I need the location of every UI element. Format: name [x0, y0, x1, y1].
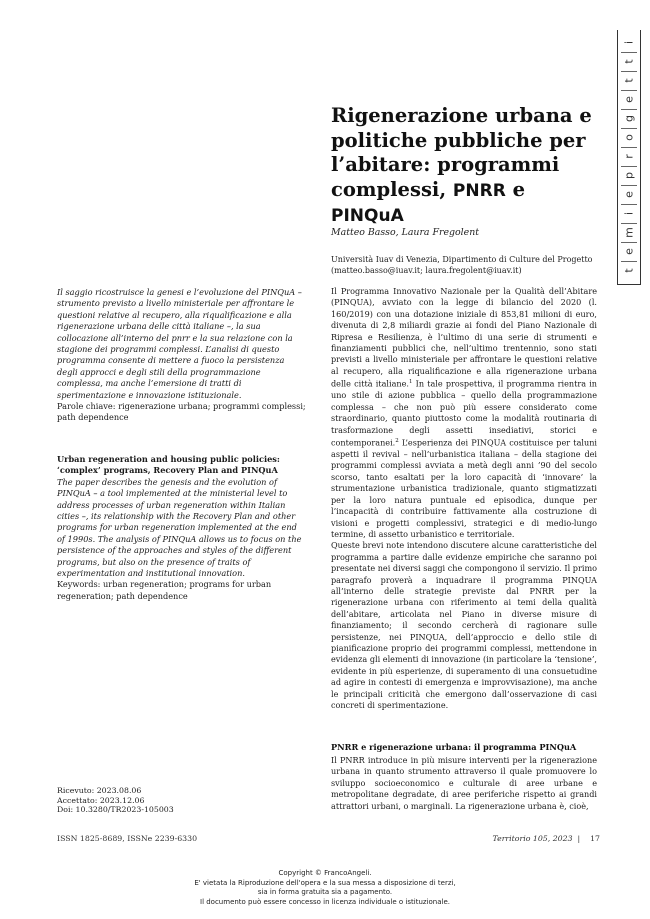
accepted-date: Accettato: 2023.12.06 [57, 795, 145, 805]
side-tab-letter: t [622, 59, 636, 64]
side-tab-right-border [640, 30, 641, 285]
copyright-line: E' vietata la Riproduzione dell'opera e la sua messa a disposizione di terzi, [194, 878, 456, 887]
side-tab-letter: t [622, 268, 636, 273]
issn-footer: ISSN 1825-8689, ISSNe 2239-6330 [57, 834, 198, 843]
copyright-line: Copyright © FrancoAngeli. [278, 869, 372, 877]
side-tab-divider [621, 166, 637, 167]
title-main: Rigenerazione urbana e politiche pubbliche per l’abitare: programmi complessi, [331, 104, 592, 201]
keywords-english: Keywords: urban regeneration; programs for urban regeneration; path dependence [57, 579, 272, 601]
side-tab-letter: i [622, 211, 636, 216]
article-body [331, 286, 597, 711]
side-tab-divider [621, 71, 637, 72]
side-tab-letter: g [622, 115, 636, 122]
body-text-3: L’esperienza dei PINQUA costituisce per taluni aspetti il revival – nell’urbanistica italiana – della stagione dei programmi complessi avviata a metà degli anni ’90 del secolo scorso, tanto esaltati per la loro capacità di ‘innovare’ la strumentazione urbanistica tradizionale, quanto stigmatizzati per la loro natura puntuale ed episodica, dunque per l’incapacità di contribuire fattivamente alla costruzione di visioni e progetti complessivi, strategici e di medio-lungo termine, di assetto urbanistico e territoriale. [331, 437, 597, 539]
footer-separator: | [577, 834, 581, 843]
copyright-line: sia in forma gratuita sia a pagamento. [257, 888, 393, 896]
article-authors: Matteo Basso, Laura Fregolent [331, 227, 480, 238]
side-tab-letter: p [622, 172, 636, 179]
side-tab-divider [621, 242, 637, 243]
side-tab-divider [621, 109, 637, 110]
article-title [331, 104, 601, 229]
title-and: e [505, 177, 525, 201]
abstract-italian-text: Il saggio ricostruisce la genesi e l’evoluzione del PINQuA – strumento previsto a livello ministeriale per affrontare le questioni relative al recupero, alla riqualificazione e alla rigenerazione urbana delle città italiane –, la sua collocazione all’interno del pnrr e la sua relazione con la stagione dei programmi complessi. L’analisi di questo programma consente di mettere a fuoco la persistenza degli approcci e degli stili della programmazione complessa, ma anche l’emersione di tratti di sperimentazione e innovazione istituzionale. [57, 287, 302, 400]
abstract-english-heading: Urban regeneration and housing public policies: ‘complex’ programs, Recovery Plan and PINQuA [57, 454, 280, 476]
submission-info [57, 786, 174, 815]
section-side-tab [617, 30, 641, 285]
abstract-english-text: The paper describes the genesis and the evolution of PINQuA – a tool implemented at the ministerial level to address processes of urban regeneration within Italian cities –, its relationship with the Recovery Plan and other programs for urban regeneration implemented at the end of 1990s. The analysis of PINQuA allows us to focus on the persistence of the approaches and styles of the different programs, but also on the presence of traits of experimentation and institutional innovation. [57, 476, 302, 579]
side-tab-divider [621, 185, 637, 186]
side-tab-letter: i [622, 40, 636, 45]
side-tab-letter: e [622, 191, 636, 198]
section-body: Il PNRR introduce in più misure interventi per la rigenerazione urbana in quanto strumento attraverso il quale promuovere lo sviluppo socioeconomico e culturale di aree urbane e metropolitane degradate, di aree periferiche rispetto ai grandi attrattori urbani, o marginali. La rigenerazione urbana è, cioè, [331, 755, 597, 811]
side-tab-divider [621, 223, 637, 224]
footnote-ref: 2 [395, 437, 399, 444]
side-tab-bottom-border [617, 284, 641, 285]
side-tab-divider [621, 147, 637, 148]
side-tab-divider [621, 204, 637, 205]
body-text-1: Il Programma Innovativo Nazionale per la Qualità dell’Abitare (PINQUA), avviato con la legge di bilancio del 2020 (l. 160/2019) con una dotazione iniziale di 853,81 milioni di euro, divenuta di 2,8 miliardi grazie ai fondi del Piano Nazionale di Ripresa e Resilienza, è l’ultimo di una serie di strumenti e finanziamenti pubblici che, nell’ultimo trentennio, sono stati previsti a livello ministeriale per affrontare le questioni relative al recupero, alla riqualificazione e alla rigenerazione urbana delle città italiane. [331, 286, 597, 389]
page-number: 17 [590, 834, 600, 843]
keywords-italian: Parole chiave: rigenerazione urbana; programmi complessi; path dependence [57, 401, 306, 423]
side-tab-divider [621, 52, 637, 53]
journal-footer [460, 834, 600, 843]
side-tab-letter: o [622, 134, 636, 141]
abstract-english [57, 454, 307, 602]
side-tab-letter: e [622, 96, 636, 103]
author-affiliation: Università Iuav di Venezia, Dipartimento di Culture del Progetto (matteo.basso@iuav.it; laura.fregolent@iuav.it) [331, 255, 593, 275]
body-paragraph: Queste brevi note intendono discutere alcune caratteristiche del programma a partire dalle evidenze empiriche che saranno poi presentate nei diversi saggi che compongono il servizio. Il primo paragrafo proverà a inquadrare il programma PINQUA all’interno delle strategie previste dal PNRR per la rigenerazione urbana con riferimento ai temi della qualità dell’abitare, articolata nel Piano in diverse misure di finanziamento; il secondo cercherà di ragionare sulle persistenze, nei PINQUA, dell’approccio e dello stile di pianificazione proprio dei programmi complessi, mettendone in evidenza gli elementi di innovazione (in particolare la ‘tensione’, evidente in più esperienze, di superamento di una consuetudine ad agire in contesti di emergenza e improvvisazione), ma anche le principali criticità che emergono dall’osservazione di casi concreti di sperimentazione. [331, 540, 597, 710]
doi: Doi: 10.3280/TR2023-105003 [57, 805, 174, 815]
side-tab-divider [621, 128, 637, 129]
received-date: Ricevuto: 2023.08.06 [57, 786, 142, 795]
body-text-2: In tale prospettiva, il programma rientra in uno stile di azione pubblica – quello della programmazione complessa – che non può più essere considerato come straordinario, quanto piuttosto come la modalità routinaria di trasformazione degli assetti insediativi, storici e contemporanei. [331, 378, 597, 448]
side-tab-left-border [617, 30, 618, 285]
side-tab-letter: e [622, 248, 636, 255]
side-tab-divider [621, 90, 637, 91]
side-tab-letter: t [622, 78, 636, 83]
section-heading: PNRR e rigenerazione urbana: il programma PINQuA [331, 742, 577, 752]
title-pnrr: PNRR [452, 180, 506, 201]
side-tab-letter: r [622, 154, 636, 159]
copyright-line: Il documento può essere concesso in licenza individuale o istituzionale. [200, 897, 450, 906]
abstract-italian [57, 287, 307, 424]
title-pinqua: PINQuA [331, 206, 404, 226]
side-tab-divider [621, 261, 637, 262]
side-tab-letter: m [622, 227, 636, 238]
copyright-notice [0, 869, 650, 907]
journal-issue: Territorio 105, 2023 [492, 834, 573, 843]
body-paragraph [331, 286, 597, 540]
footnote-ref: 1 [408, 379, 413, 386]
